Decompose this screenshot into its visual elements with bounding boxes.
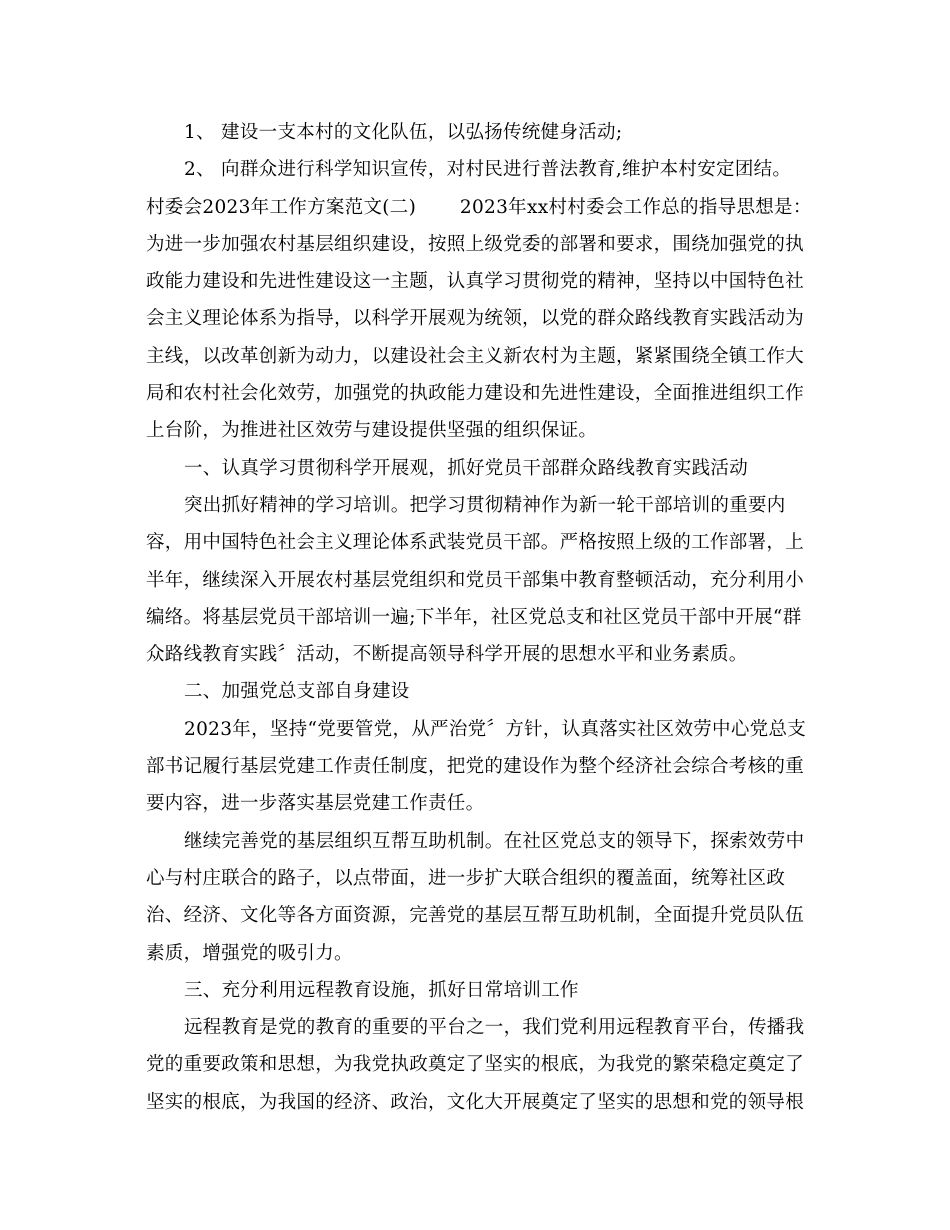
text-line: 要内容，进一步落实基层党建工作责任。 bbox=[146, 793, 485, 815]
text-line: 众路线教育实践〞活动，不断提高领导科学开展的思想水平和业务素质。 bbox=[146, 644, 748, 666]
text-line: 突出抓好精神的学习培训。把学习贯彻精神作为新一轮干部培训的重要内 bbox=[184, 494, 786, 516]
text-line: 局和农村社会化效劳，加强党的执政能力建设和先进性建设，全面推进组织工作 bbox=[146, 383, 805, 405]
text-line: 1、 建设一支本村的文化队伍，以弘扬传统健身活动; bbox=[184, 122, 623, 143]
text-line: 政能力建设和先进性建设这一主题，认真学习贯彻党的精神，坚持以中国特色社 bbox=[146, 271, 805, 293]
text-line: 心与村庄联合的路子，以点带面，进一步扩大联合组织的覆盖面，统筹社区政 bbox=[146, 867, 786, 889]
text-line: 部书记履行基层党建工作责任制度，把党的建设作为整个经济社会综合考核的重 bbox=[146, 756, 805, 778]
text-line: 坚实的根底，为我国的经济、政治，文化大开展奠定了坚实的思想和党的领导根 bbox=[146, 1091, 805, 1113]
text-line: 三、充分利用远程教育设施，抓好日常培训工作 bbox=[184, 979, 579, 1001]
text-line: 二、加强党总支部自身建设 bbox=[184, 681, 410, 703]
text-line: 为进一步加强农村基层组织建设，按照上级党委的部署和要求，围绕加强党的执 bbox=[146, 233, 805, 255]
text-line: 继续完善党的基层组织互帮互助机制。在社区党总支的领导下，探索效劳中 bbox=[184, 830, 805, 852]
text-line: 党的重要政策和思想，为我党执政奠定了坚实的根底，为我党的繁荣稳定奠定了 bbox=[146, 1054, 805, 1076]
text-line: 2、 向群众进行科学知识宣传，对村民进行普法教育,维护本村安定团结。 bbox=[184, 159, 792, 181]
text-line: 主线，以改革创新为动力，以建设社会主义新农村为主题，紧紧围绕全镇工作大 bbox=[146, 345, 805, 367]
text-line: 会主义理论体系为指导，以科学开展观为统领，以党的群众路线教育实践活动为 bbox=[146, 308, 805, 330]
text-line: 容，用中国特色社会主义理论体系武装党员干部。严格按照上级的工作部署，上 bbox=[146, 532, 805, 554]
text-line: 素质，增强党的吸引力。 bbox=[146, 942, 353, 964]
text-line: 治、经济、文化等各方面资源，完善党的基层互帮互助机制，全面提升党员队伍 bbox=[146, 905, 805, 927]
text-line: 一、认真学习贯彻科学开展观，抓好党员干部群众路线教育实践活动 bbox=[184, 457, 749, 479]
text-line: 2023年，坚持“党要管党，从严治党〞方针，认真落实社区效劳中心党总支 bbox=[184, 718, 807, 740]
document-body bbox=[146, 114, 812, 1121]
text-line: 村委会2023年工作方案范文(二) 2023年xx村村委会工作总的指导思想是： bbox=[146, 196, 812, 218]
text-line: 编络。将基层党员干部培训一遍;下半年，社区党总支和社区党员干部中开展“群 bbox=[146, 606, 802, 628]
text-line: 远程教育是党的教育的重要的平台之一，我们党利用远程教育平台，传播我 bbox=[184, 1017, 805, 1039]
text-line: 上台阶，为推进社区效劳与建设提供坚强的组织保证。 bbox=[146, 420, 598, 442]
text-line: 半年，继续深入开展农村基层党组织和党员干部集中教育整顿活动，充分利用小 bbox=[146, 569, 805, 591]
